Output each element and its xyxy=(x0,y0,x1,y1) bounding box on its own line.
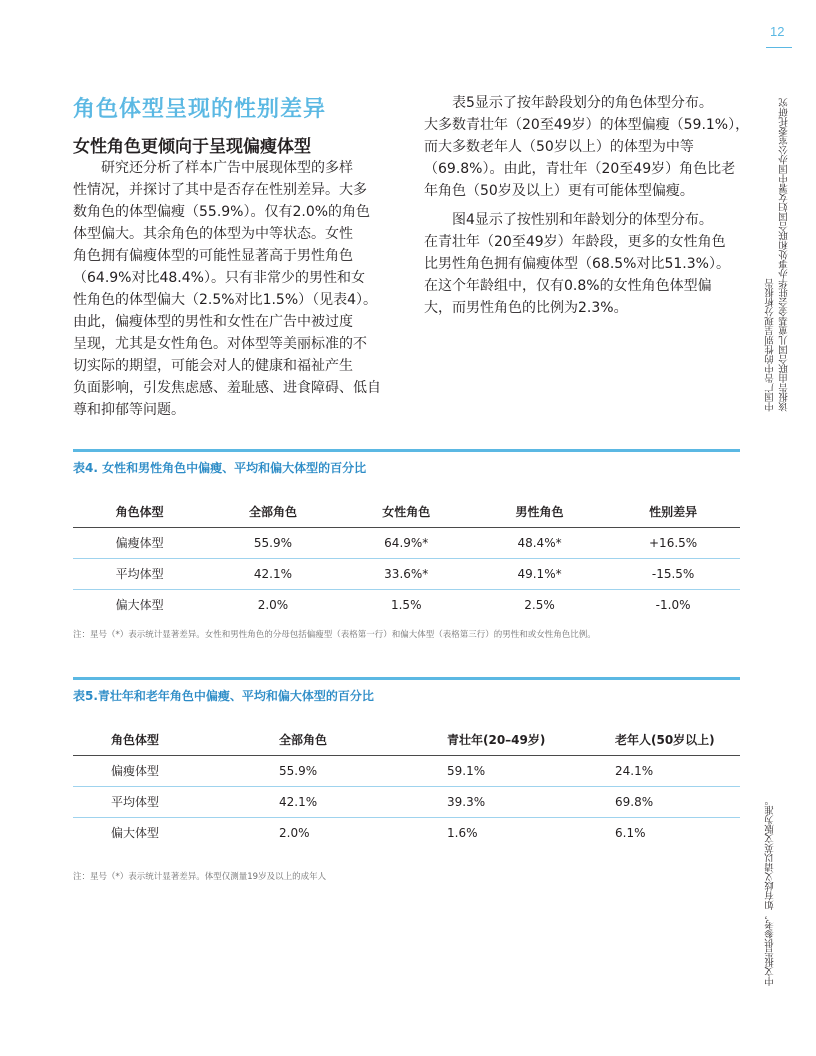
table-cell: 48.4%* xyxy=(473,527,606,558)
table-cell: 平均体型 xyxy=(73,558,206,589)
table-row xyxy=(73,817,740,848)
table-cell: 1.5% xyxy=(390,597,422,612)
table-header-cell: 性别差异 xyxy=(606,497,740,527)
table-header-cell: 角色体型 xyxy=(73,497,206,527)
table-cell: 偏大体型 xyxy=(115,598,164,613)
paragraph-line: 在这个年龄组中，仅有0.8%的女性角色体型偏 xyxy=(424,278,712,294)
paragraph-line: 性情况，并探讨了其中是否存在性别差异。大多 xyxy=(73,182,367,198)
table5-header-row xyxy=(73,725,740,755)
paragraph-line: 大多数青壮年（20至49岁）的体型偏瘦（59.1%）， xyxy=(424,117,750,133)
table-cell: 55.9% xyxy=(241,755,409,786)
table-cell: +16.5% xyxy=(606,527,740,558)
table-cell: 59.1% xyxy=(409,755,577,786)
table-cell: 2.5% xyxy=(524,597,555,612)
paragraph-line: 角色拥有偏瘦体型的可能性显著高于男性角色 xyxy=(73,248,353,264)
table-cell: 24.1% xyxy=(577,755,740,786)
paragraph-line: （69.8%）。由此，青壮年（20至49岁）角色比老 xyxy=(424,161,736,177)
section-title: 角色体型呈现的性别差异 xyxy=(73,97,327,122)
paragraph-line: 体型偏大。其余角色的体型为中等状态。女性 xyxy=(73,226,353,242)
table-row xyxy=(73,589,740,620)
table4 xyxy=(73,497,740,620)
paragraph-line: 图4显示了按性别和年龄划分的体型分布。 xyxy=(424,212,713,228)
table-cell: -15.5% xyxy=(606,558,740,589)
paragraph-line: 切实际的期望，可能会对人的健康和福祉产生 xyxy=(73,358,353,374)
left-paragraph xyxy=(73,157,398,421)
table-cell: 42.1% xyxy=(206,558,339,589)
paragraph-line: 由此，偏瘦体型的男性和女性在广告中被过度 xyxy=(73,314,353,330)
table-header-cell: 全部角色 xyxy=(206,497,339,527)
table4-header-row xyxy=(73,497,740,527)
table5-note: 注：星号（*）表示统计显著差异。体型仅测量19岁及以上的成年人 xyxy=(73,872,327,882)
paragraph-line: 尊和抑郁等问题。 xyxy=(73,402,185,418)
table-row xyxy=(73,755,740,786)
page-number: 12 xyxy=(770,24,785,39)
side-note-bottom: 中文报告供参考，如有歧义请以英文版为准。 xyxy=(765,796,776,986)
paragraph-line: 数角色的体型偏瘦（55.9%）。仅有2.0%的角色 xyxy=(73,204,371,220)
paragraph-line: 性角色的体型偏大（2.5%对比1.5%）（见表4）。 xyxy=(73,292,378,308)
paragraph-line: 表5显示了按年龄段划分的角色体型分布。 xyxy=(424,95,713,111)
side-note-top-line1: 中国广告中的性别呈现分析报告 xyxy=(765,278,776,411)
table-cell: 69.8% xyxy=(577,786,740,817)
table-cell: 偏瘦体型 xyxy=(73,527,206,558)
table4-note: 注：星号（*）表示统计显著差异。女性和男性角色的分母包括偏瘦型（表格第一行）和偏大体型（表格第三行）的男性和或女性角色比例。 xyxy=(73,630,596,640)
table-header-cell: 青壮年(20–49岁) xyxy=(409,725,577,755)
table-cell: -1.0% xyxy=(655,597,691,612)
table4-body xyxy=(73,527,740,620)
table4-block xyxy=(73,449,740,640)
side-note-top-line2: 该报告由联合国儿童基金会驻华办事处和联合国妇女署中国办公室委托研究 xyxy=(779,97,790,411)
paragraph-line: 研究还分析了样本广告中展现体型的多样 xyxy=(73,160,353,176)
paragraph-line: 年角色（50岁及以上）更有可能体型偏瘦。 xyxy=(424,183,694,199)
table-cell: 6.1% xyxy=(615,825,646,840)
table-row xyxy=(73,558,740,589)
paragraph-line: 大，而男性角色的比例为2.3%。 xyxy=(424,300,628,316)
paragraph-line: （64.9%对比48.4%）。只有非常少的男性和女 xyxy=(73,270,365,286)
table-header-cell: 角色体型 xyxy=(73,725,241,755)
side-note-top xyxy=(764,98,792,412)
table-header-cell: 全部角色 xyxy=(241,725,409,755)
right-paragraph-1 xyxy=(424,92,748,202)
table-cell: 49.1%* xyxy=(473,558,606,589)
table-row xyxy=(73,786,740,817)
table5-body xyxy=(73,755,740,848)
table-cell: 偏大体型 xyxy=(111,826,160,841)
right-paragraph-2 xyxy=(424,209,748,319)
table-cell: 偏瘦体型 xyxy=(73,755,241,786)
paragraph-line: 而大多数老年人（50岁以上）的体型为中等 xyxy=(424,139,694,155)
table-cell: 2.0% xyxy=(279,825,310,840)
paragraph-line: 比男性角色拥有偏瘦体型（68.5%对比51.3%）。 xyxy=(424,256,730,272)
table4-caption: 表4. 女性和男性角色中偏瘦、平均和偏大体型的百分比 xyxy=(73,461,367,475)
table-cell: 42.1% xyxy=(241,786,409,817)
table-cell: 1.6% xyxy=(447,825,478,840)
table-header-cell: 老年人(50岁以上) xyxy=(577,725,740,755)
table-header-cell: 男性角色 xyxy=(473,497,606,527)
table-row xyxy=(73,527,740,558)
paragraph-line: 呈现，尤其是女性角色。对体型等美丽标准的不 xyxy=(73,336,367,352)
table4-top-rule xyxy=(73,449,740,452)
table-cell: 39.3% xyxy=(409,786,577,817)
table-cell: 2.0% xyxy=(257,597,289,612)
table5 xyxy=(73,725,740,848)
paragraph-line: 负面影响，引发焦虑感、羞耻感、进食障碍、低自 xyxy=(73,380,381,396)
table-cell: 33.6%* xyxy=(340,558,473,589)
subsection-title: 女性角色更倾向于呈现偏瘦体型 xyxy=(73,137,311,157)
table-header-cell: 女性角色 xyxy=(340,497,473,527)
table-cell: 平均体型 xyxy=(73,786,241,817)
table5-block xyxy=(73,677,740,882)
table-cell: 64.9%* xyxy=(340,527,473,558)
paragraph-line: 在青壮年（20至49岁）年龄段，更多的女性角色 xyxy=(424,234,726,250)
table5-caption: 表5.青壮年和老年角色中偏瘦、平均和偏大体型的百分比 xyxy=(73,689,374,703)
table-cell: 55.9% xyxy=(206,527,339,558)
table5-top-rule xyxy=(73,677,740,680)
page-number-rule xyxy=(766,47,792,48)
